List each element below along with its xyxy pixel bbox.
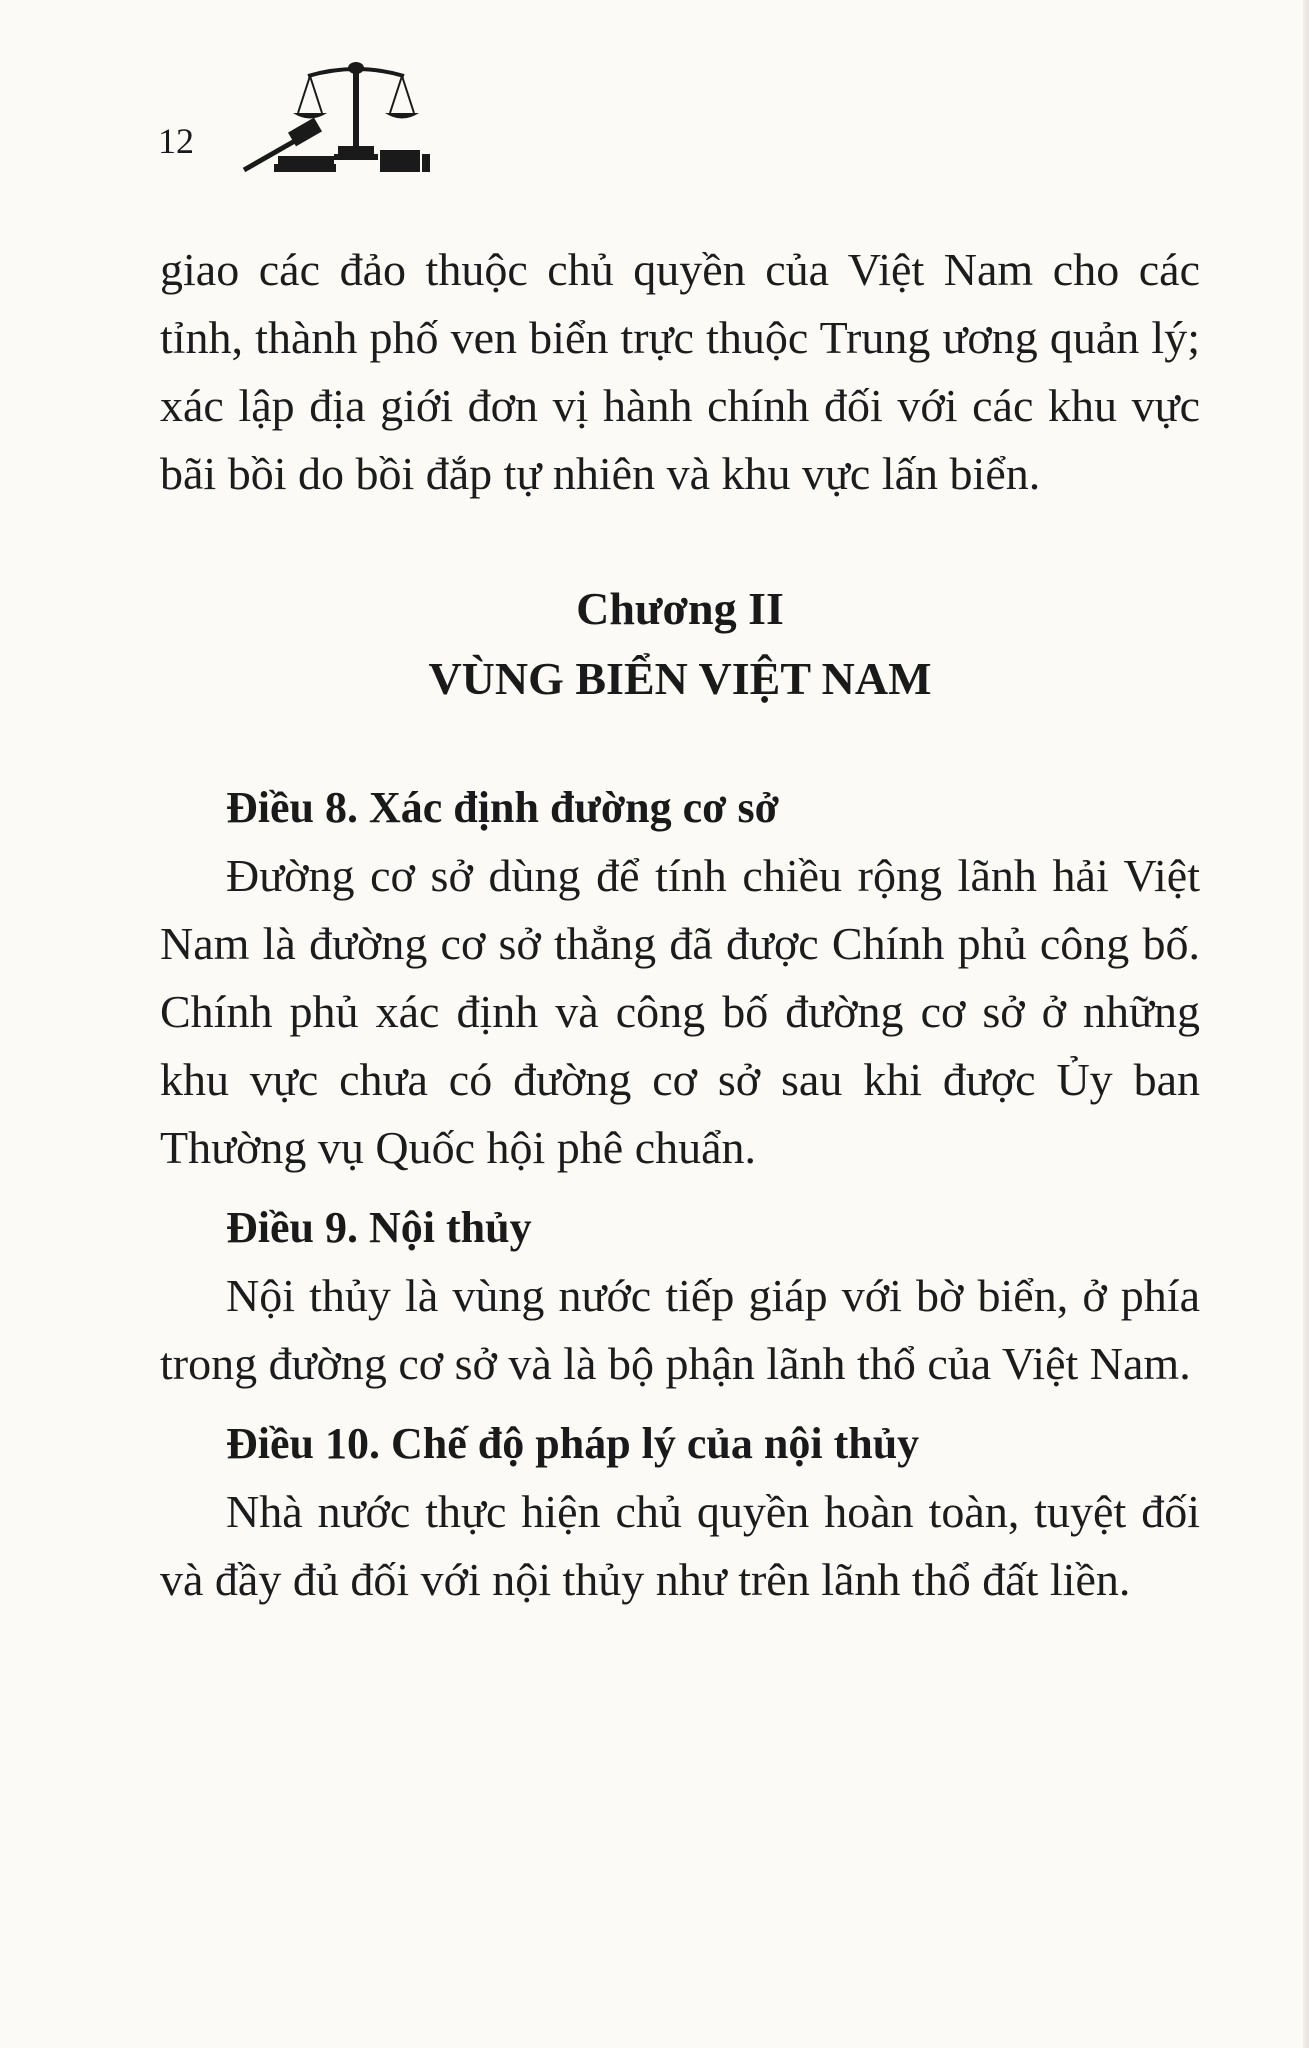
- chapter-label: Chương II: [576, 583, 784, 634]
- page-header: [158, 58, 458, 178]
- article-10-body: Nhà nước thực hiện chủ quyền hoàn toàn, tuyệt đối và đầy đủ đối với nội thủy như trên lãnh thổ đất liền.: [160, 1486, 1200, 1605]
- article-9-heading: Điều 9. Nội thủy: [226, 1203, 532, 1252]
- page-content: [160, 236, 1200, 1614]
- chapter-title: VÙNG BIỂN VIỆT NAM: [428, 653, 932, 704]
- article-8-body: Đường cơ sở dùng để tính chiều rộng lãnh hải Việt Nam là đường cơ sở thẳng đã được Chính phủ công bố. Chính phủ xác định và công bố đường cơ sở ở những khu vực chưa có đường cơ sở sau khi được Ủy ban Thường vụ Quốc hội phê chuẩn.: [160, 850, 1200, 1173]
- intro-paragraph: giao các đảo thuộc chủ quyền của Việt Nam cho các tỉnh, thành phố ven biển trực thuộc Trung ương quản lý; xác lập địa giới đơn vị hành chính đối với các khu vực bãi bồi do bồi đắp tự nhiên và khu vực lấn biển.: [160, 244, 1200, 499]
- article-8-heading: Điều 8. Xác định đường cơ sở: [226, 783, 780, 832]
- page-number: 12: [158, 121, 194, 161]
- page-edge: [1303, 0, 1309, 2048]
- scales-of-justice-gavel-icon: [238, 58, 438, 173]
- article-9-body: Nội thủy là vùng nước tiếp giáp với bờ biển, ở phía trong đường cơ sở và là bộ phận lãnh thổ của Việt Nam.: [160, 1270, 1200, 1389]
- article-10-heading: Điều 10. Chế độ pháp lý của nội thủy: [226, 1419, 920, 1468]
